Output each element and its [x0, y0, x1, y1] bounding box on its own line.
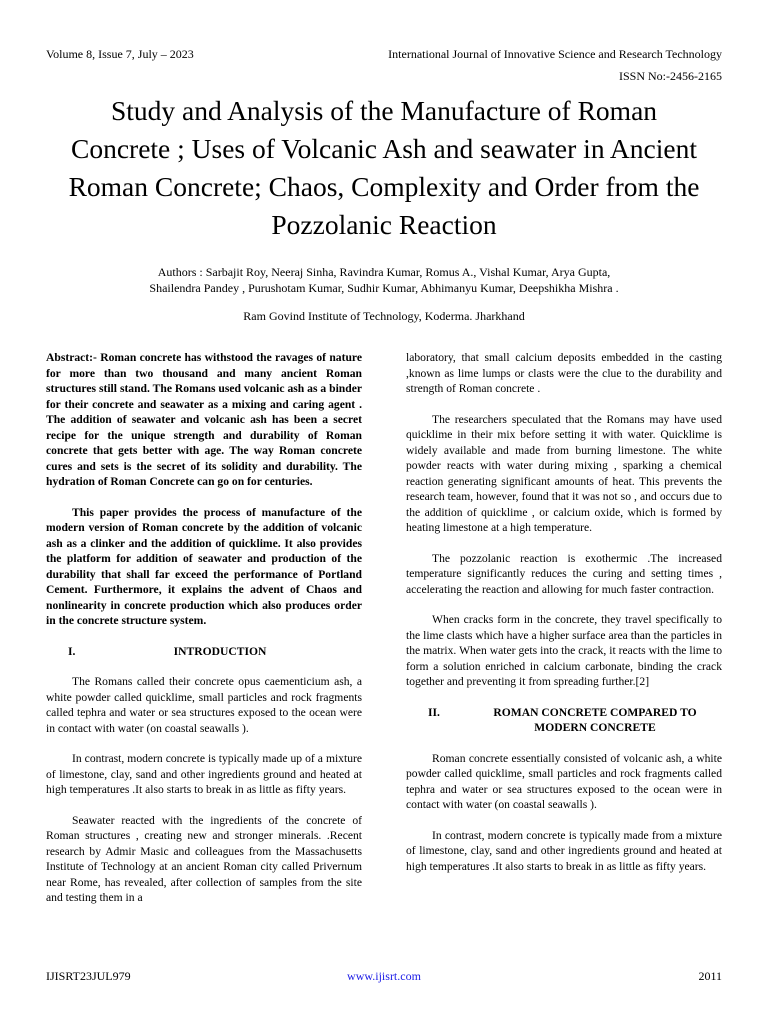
body-paragraph-6: In contrast, modern concrete is typically made from a mixture of limestone, clay, sand and other ingredients ground and heated at high temperatures .It also starts to break in as little as fifty years. — [406, 828, 722, 873]
body-paragraph-2: The researchers speculated that the Romans may have used quicklime in their mix before setting it with water. Quicklime is widely available and made from burning limestone. The white powder reacts with water during mixing , sparking a chemical reaction generating significant amounts of heat. This prevents the research team, however, found that it was not so , and occurs due to the addition of quicklime , or calcium oxide, which is formed by heating limestone at a high temperature. — [406, 412, 722, 534]
section-heading-comparison — [406, 705, 722, 736]
authors-line-1: Authors : Sarbajit Roy, Neeraj Sinha, Ravindra Kumar, Romus A., Vishal Kumar, Arya Gupta, — [157, 265, 611, 279]
paper-title: Study and Analysis of the Manufacture of Roman Concrete ; Uses of Volcanic Ash and seawater in Ancient Roman Concrete; Chaos, Complexity and Order from the Pozzolanic Reaction — [68, 95, 700, 240]
authors-line-2: Shailendra Pandey , Purushotam Kumar, Sudhir Kumar, Abhimanyu Kumar, Deepshikha Mishra . — [149, 281, 619, 295]
footer-page-number: 2011 — [698, 969, 722, 983]
authors — [100, 264, 668, 296]
section-number: II. — [428, 705, 440, 719]
body-paragraph-1: laboratory, that small calcium deposits embedded in the casting ,known as lime lumps or clasts were the clue to the durability and strength of Roman concrete . — [406, 351, 722, 395]
intro-paragraph-1: The Romans called their concrete opus caementicium ash, a white powder called quicklime, small particles and rock fragments called tephra and water or sea structures exposed to the ocean were in contact with water (on coastal seawalls ). — [46, 675, 362, 735]
section-title: INTRODUCTION — [173, 644, 267, 658]
abstract-paragraph: Abstract:- Roman concrete has withstood the ravages of nature for more than two thousand and many ancient Roman structures still stand. The Romans used volcanic ash as a binder for their concrete and seawater as a mixing and caring agent . The addition of seawater and volcanic ash has been a secret recipe for the unique strength and durability of Roman concrete that gets better with age. The way Roman concrete cures and sets is the secret of its solidity and durability. The hydration of Roman Concrete can go on for centuries. — [46, 351, 362, 488]
right-column — [406, 350, 722, 889]
intro-paragraph-2: In contrast, modern concrete is typically made up of a mixture of limestone, clay, sand and other ingredients ground and heated at high temperatures .It also starts to break in as little as fifty years. — [46, 752, 362, 796]
body-paragraph-4: When cracks form in the concrete, they travel specifically to the lime clasts which have a higher surface area than the particles in the matrix. When water gets into the crack, it reacts with the lime to form a solution enriched in calcium carbonate, binding the crack together and preventing it from spreading further.[2] — [406, 613, 722, 688]
section-number: I. — [68, 644, 76, 658]
body-paragraph-3: The pozzolanic reaction is exothermic .The increased temperature significantly reduces the curing and setting times , accelerating the reaction and allowing for much faster contraction. — [406, 551, 722, 596]
abstract-paragraph-2: This paper provides the process of manufacture of the modern version of Roman concrete by the addition of volcanic ash as a clinker and the addition of quicklime. It also provides the platform for addition of seawater and production of the durability that shall far exceed the performance of Portland Cement. Furthermore, it explains the advent of Chaos and nonlinearity in concrete production which also produces order in the concrete structure system. — [46, 505, 362, 627]
footer-code: IJISRT23JUL979 — [46, 969, 131, 983]
left-column — [46, 350, 362, 921]
footer-site-link[interactable]: www.ijisrt.com — [347, 969, 421, 983]
header-issn: ISSN No:-2456-2165 — [618, 69, 722, 83]
body-paragraph-5: Roman concrete essentially consisted of volcanic ash, a white powder called quicklime, small particles and rock fragments called tephra and water or sea structures exposed to the ocean were in contact with water (on coastal seawalls ). — [406, 751, 722, 811]
section-title: ROMAN CONCRETE COMPARED TO MODERN CONCRETE — [493, 705, 697, 734]
intro-paragraph-3: Seawater reacted with the ingredients of the concrete of Roman structures , creating new and stronger minerals. .Recent research by Admir Masic and colleagues from the Massachusetts Institute of Technology at an ancient Roman city called Privernum near Rome, has revealed, after collection of samples from the site and testing them in a — [46, 813, 362, 904]
header-volume: Volume 8, Issue 7, July – 2023 — [46, 47, 194, 61]
header-journal: International Journal of Innovative Science and Research Technology — [388, 47, 722, 61]
section-heading-introduction — [46, 644, 362, 660]
affiliation: Ram Govind Institute of Technology, Koderma. Jharkhand — [243, 309, 525, 323]
